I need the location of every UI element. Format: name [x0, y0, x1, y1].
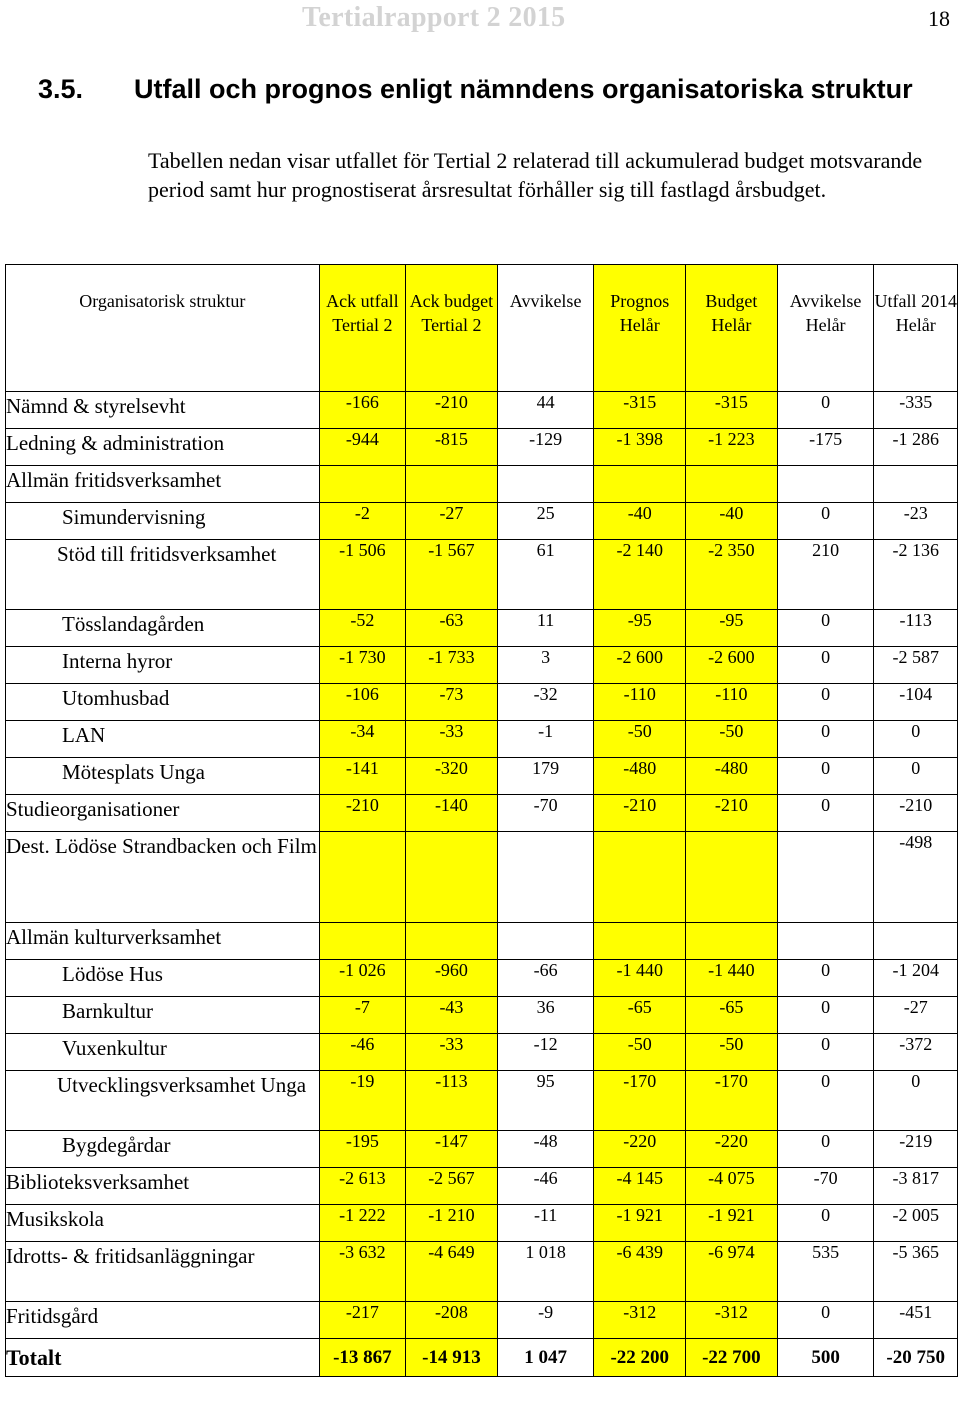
table-cell: [777, 923, 874, 960]
table-cell: -1 026: [319, 960, 406, 997]
table-cell: -110: [686, 684, 778, 721]
table-cell: -46: [497, 1168, 594, 1205]
table-cell: 0: [777, 795, 874, 832]
row-label: Barnkultur: [6, 997, 320, 1034]
table-cell: -210: [406, 392, 498, 429]
table-cell: -335: [874, 392, 958, 429]
table-cell: -7: [319, 997, 406, 1034]
table-cell: 95: [497, 1071, 594, 1131]
table-cell: -2 600: [686, 647, 778, 684]
row-label: Musikskola: [6, 1205, 320, 1242]
table-cell: -129: [497, 429, 594, 466]
table-cell: [594, 466, 686, 503]
total-cell: 1 047: [497, 1339, 594, 1377]
column-header-avvikelse: Avvikelse: [497, 265, 594, 392]
table-cell: 25: [497, 503, 594, 540]
table-cell: -1 222: [319, 1205, 406, 1242]
table-cell: -944: [319, 429, 406, 466]
table-cell: -372: [874, 1034, 958, 1071]
row-label: Vuxenkultur: [6, 1034, 320, 1071]
table-cell: 0: [777, 1205, 874, 1242]
table-cell: -65: [686, 997, 778, 1034]
table-cell: 0: [777, 721, 874, 758]
table-cell: 0: [777, 503, 874, 540]
table-cell: -315: [686, 392, 778, 429]
table-cell: -65: [594, 997, 686, 1034]
table-cell: -12: [497, 1034, 594, 1071]
section-number: 3.5.: [38, 74, 84, 104]
row-label: Utomhusbad: [6, 684, 320, 721]
table-row: [6, 923, 958, 960]
table-cell: -2: [319, 503, 406, 540]
table-cell: -210: [319, 795, 406, 832]
column-header-prognos-helar: Prognos Helår: [594, 265, 686, 392]
table-cell: -312: [686, 1302, 778, 1339]
table-cell: -5 365: [874, 1242, 958, 1302]
table-row: [6, 1071, 958, 1131]
table-cell: -27: [874, 997, 958, 1034]
table-cell: -33: [406, 721, 498, 758]
table-cell: -1 210: [406, 1205, 498, 1242]
table-cell: -315: [594, 392, 686, 429]
row-label: Stöd till fritidsverksamhet: [6, 540, 320, 610]
table-cell: -170: [594, 1071, 686, 1131]
table-cell: -195: [319, 1131, 406, 1168]
table-cell: -43: [406, 997, 498, 1034]
table-cell: -2 136: [874, 540, 958, 610]
table-cell: -2 350: [686, 540, 778, 610]
intro-paragraph: Tabellen nedan visar utfallet för Tertial 2 relaterad till ackumulerad budget motsvarande period samt hur prognostiserat årsresultat förhåller sig till fastlagd årsbudget.: [148, 148, 923, 202]
table-cell: 179: [497, 758, 594, 795]
table-row: [6, 1131, 958, 1168]
table-cell: 0: [777, 684, 874, 721]
table-row: [6, 610, 958, 647]
table-cell: -2 600: [594, 647, 686, 684]
row-label: Bygdegårdar: [6, 1131, 320, 1168]
table-cell: [497, 466, 594, 503]
column-header-ack-budget: Ack budget Tertial 2: [406, 265, 498, 392]
table-cell: -1 921: [594, 1205, 686, 1242]
total-cell: -20 750: [874, 1339, 958, 1377]
table-cell: -166: [319, 392, 406, 429]
table-cell: 0: [777, 392, 874, 429]
row-label: Studieorganisationer: [6, 795, 320, 832]
table-cell: 0: [777, 1302, 874, 1339]
table-cell: -23: [874, 503, 958, 540]
row-label: Simundervisning: [6, 503, 320, 540]
page-number: 18: [928, 6, 950, 31]
table-header-row: [6, 265, 958, 392]
table-cell: [594, 832, 686, 923]
table-cell: [874, 923, 958, 960]
table-cell: -141: [319, 758, 406, 795]
table-cell: -19: [319, 1071, 406, 1131]
table-cell: -2 140: [594, 540, 686, 610]
table-cell: 0: [777, 960, 874, 997]
table-row: [6, 721, 958, 758]
table-cell: -210: [594, 795, 686, 832]
column-header-budget-helar: Budget Helår: [686, 265, 778, 392]
table-cell: -106: [319, 684, 406, 721]
row-label: Interna hyror: [6, 647, 320, 684]
table-cell: -451: [874, 1302, 958, 1339]
table-cell: 0: [874, 721, 958, 758]
table-cell: [319, 923, 406, 960]
table-cell: 0: [874, 758, 958, 795]
table-cell: -63: [406, 610, 498, 647]
table-cell: -52: [319, 610, 406, 647]
table-cell: -480: [686, 758, 778, 795]
table-row: [6, 1034, 958, 1071]
table-row: [6, 960, 958, 997]
table-cell: -4 075: [686, 1168, 778, 1205]
budget-table: [5, 264, 958, 1377]
total-row: [6, 1339, 958, 1377]
table-cell: 0: [777, 997, 874, 1034]
table-cell: -95: [594, 610, 686, 647]
row-label: Lödöse Hus: [6, 960, 320, 997]
table-cell: -210: [686, 795, 778, 832]
table-cell: -34: [319, 721, 406, 758]
table-cell: [777, 466, 874, 503]
table-row: [6, 795, 958, 832]
table-cell: -70: [777, 1168, 874, 1205]
table-row: [6, 503, 958, 540]
table-cell: -1 398: [594, 429, 686, 466]
table-cell: -1 506: [319, 540, 406, 610]
table-row: [6, 684, 958, 721]
table-cell: -73: [406, 684, 498, 721]
table-cell: 1 018: [497, 1242, 594, 1302]
table-cell: -2 587: [874, 647, 958, 684]
table-cell: -815: [406, 429, 498, 466]
table-cell: -960: [406, 960, 498, 997]
table-cell: -498: [874, 832, 958, 923]
table-cell: -50: [594, 721, 686, 758]
table-cell: -40: [686, 503, 778, 540]
table-cell: [406, 832, 498, 923]
table-cell: -1 921: [686, 1205, 778, 1242]
table-cell: 3: [497, 647, 594, 684]
table-cell: -50: [686, 1034, 778, 1071]
row-label: Utvecklingsverksamhet Unga: [6, 1071, 320, 1131]
table-cell: -140: [406, 795, 498, 832]
row-label: Ledning & administration: [6, 429, 320, 466]
table-cell: 0: [777, 647, 874, 684]
table-cell: 11: [497, 610, 594, 647]
table-cell: -170: [686, 1071, 778, 1131]
table-cell: [319, 466, 406, 503]
table-cell: [686, 466, 778, 503]
table-cell: -1 286: [874, 429, 958, 466]
table-row: [6, 997, 958, 1034]
table-cell: -4 145: [594, 1168, 686, 1205]
table-cell: 0: [777, 1034, 874, 1071]
table-cell: 210: [777, 540, 874, 610]
row-label: Allmän kulturverksamhet: [6, 923, 320, 960]
table-cell: [594, 923, 686, 960]
table-row: [6, 647, 958, 684]
table-cell: 36: [497, 997, 594, 1034]
table-cell: -1 440: [686, 960, 778, 997]
table-cell: [406, 466, 498, 503]
total-cell: -14 913: [406, 1339, 498, 1377]
table-cell: -46: [319, 1034, 406, 1071]
table-cell: -1 223: [686, 429, 778, 466]
table-row: [6, 1242, 958, 1302]
table-cell: [497, 923, 594, 960]
table-cell: -1 730: [319, 647, 406, 684]
total-cell: -13 867: [319, 1339, 406, 1377]
table-cell: [874, 466, 958, 503]
table-cell: -48: [497, 1131, 594, 1168]
column-header-ack-utfall: Ack utfall Tertial 2: [319, 265, 406, 392]
column-header-utfall-2014: Utfall 2014 Helår: [874, 265, 958, 392]
table-cell: -2 613: [319, 1168, 406, 1205]
table-cell: -50: [594, 1034, 686, 1071]
table-cell: [686, 832, 778, 923]
table-cell: -219: [874, 1131, 958, 1168]
table-cell: -27: [406, 503, 498, 540]
table-cell: -9: [497, 1302, 594, 1339]
table-cell: -50: [686, 721, 778, 758]
section-title: Utfall och prognos enligt nämndens organisatoriska struktur: [134, 74, 913, 104]
table-row: [6, 429, 958, 466]
table-cell: -210: [874, 795, 958, 832]
row-label: Tösslandagården: [6, 610, 320, 647]
table-cell: 0: [874, 1071, 958, 1131]
table-cell: -32: [497, 684, 594, 721]
report-header-title: Tertialrapport 2 2015: [302, 2, 566, 33]
row-label: Dest. Lödöse Strandbacken och Film: [6, 832, 320, 923]
total-label: Totalt: [6, 1339, 320, 1377]
table-cell: -147: [406, 1131, 498, 1168]
table-row: [6, 1168, 958, 1205]
table-cell: -1 567: [406, 540, 498, 610]
table-cell: -3 632: [319, 1242, 406, 1302]
table-cell: [777, 832, 874, 923]
table-cell: -320: [406, 758, 498, 795]
table-cell: -1 733: [406, 647, 498, 684]
table-cell: -1 440: [594, 960, 686, 997]
table-cell: 0: [777, 610, 874, 647]
column-header-organization: Organisatorisk struktur: [6, 265, 320, 392]
table-row: [6, 1302, 958, 1339]
table-cell: [497, 832, 594, 923]
table-cell: -1: [497, 721, 594, 758]
table-row: [6, 832, 958, 923]
table-cell: 61: [497, 540, 594, 610]
table-cell: -217: [319, 1302, 406, 1339]
table-cell: -40: [594, 503, 686, 540]
row-label: Biblioteksverksamhet: [6, 1168, 320, 1205]
table-row: [6, 758, 958, 795]
total-cell: -22 200: [594, 1339, 686, 1377]
table-cell: -3 817: [874, 1168, 958, 1205]
table-cell: -1 204: [874, 960, 958, 997]
row-label: Fritidsgård: [6, 1302, 320, 1339]
table-cell: -480: [594, 758, 686, 795]
table-cell: -113: [874, 610, 958, 647]
table-cell: [406, 923, 498, 960]
table-cell: -175: [777, 429, 874, 466]
total-cell: 500: [777, 1339, 874, 1377]
table-cell: -70: [497, 795, 594, 832]
table-cell: -2 005: [874, 1205, 958, 1242]
table-cell: -312: [594, 1302, 686, 1339]
table-cell: 535: [777, 1242, 874, 1302]
column-header-avvikelse-helar: Avvikelse Helår: [777, 265, 874, 392]
table-cell: -11: [497, 1205, 594, 1242]
row-label: Nämnd & styrelsevht: [6, 392, 320, 429]
table-cell: -4 649: [406, 1242, 498, 1302]
row-label: Allmän fritidsverksamhet: [6, 466, 320, 503]
table-cell: -6 974: [686, 1242, 778, 1302]
table-cell: [686, 923, 778, 960]
table-cell: -66: [497, 960, 594, 997]
table-cell: 0: [777, 758, 874, 795]
table-cell: -113: [406, 1071, 498, 1131]
table-cell: -6 439: [594, 1242, 686, 1302]
table-row: [6, 1205, 958, 1242]
table-row: [6, 540, 958, 610]
row-label: Idrotts- & fritidsanläggningar: [6, 1242, 320, 1302]
row-label: Mötesplats Unga: [6, 758, 320, 795]
table-cell: -208: [406, 1302, 498, 1339]
table-cell: -220: [686, 1131, 778, 1168]
row-label: LAN: [6, 721, 320, 758]
total-cell: -22 700: [686, 1339, 778, 1377]
table-cell: -95: [686, 610, 778, 647]
table-cell: 0: [777, 1071, 874, 1131]
table-cell: 0: [777, 1131, 874, 1168]
table-cell: -220: [594, 1131, 686, 1168]
table-cell: -104: [874, 684, 958, 721]
table-row: [6, 392, 958, 429]
table-cell: [319, 832, 406, 923]
table-cell: -33: [406, 1034, 498, 1071]
table-cell: -2 567: [406, 1168, 498, 1205]
table-cell: -110: [594, 684, 686, 721]
table-cell: 44: [497, 392, 594, 429]
section-heading: [38, 72, 938, 106]
table-row: [6, 466, 958, 503]
